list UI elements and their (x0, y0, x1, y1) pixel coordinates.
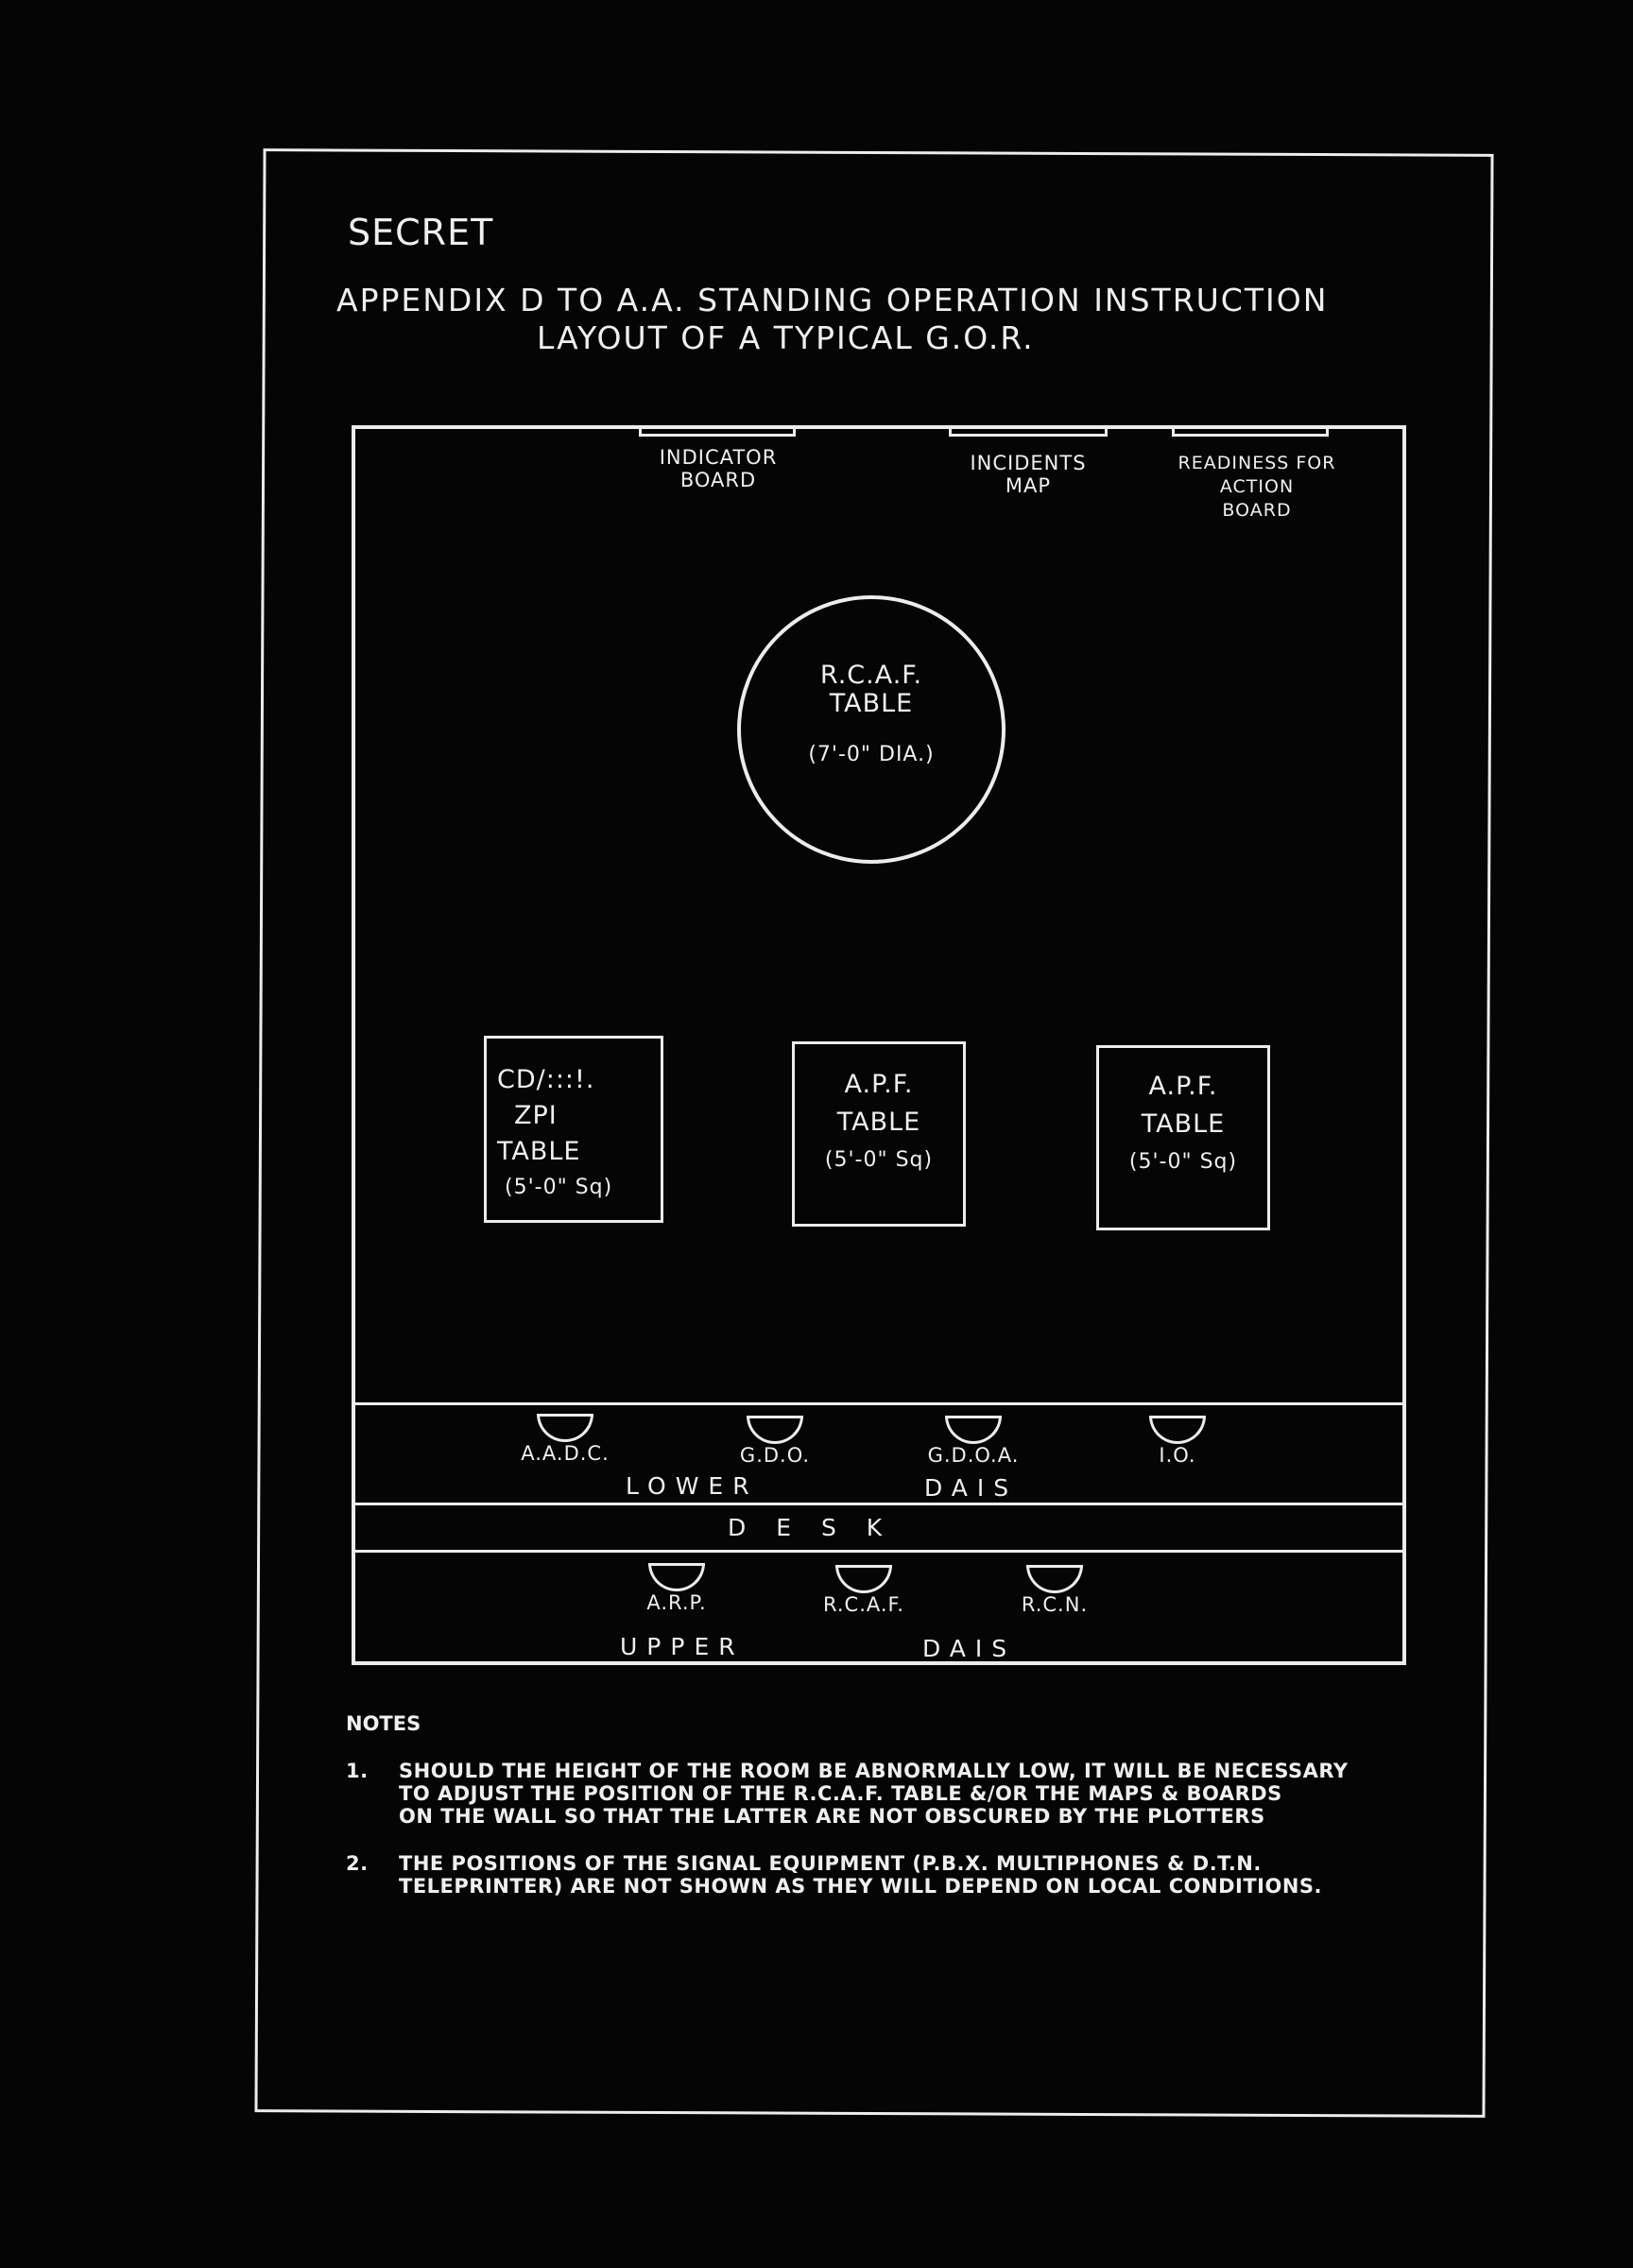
document-title: APPENDIX D TO A.A. STANDING OPERATION INSTRUCTION (336, 282, 1329, 318)
seat-gdo-label: G.D.O. (739, 1444, 811, 1467)
note-1-line-3: ON THE WALL SO THAT THE LATTER ARE NOT OBSCURED BY THE PLOTTERS (399, 1805, 1265, 1828)
seat-gdoa-label: G.D.O.A. (927, 1444, 1020, 1467)
lower-dais-label-left: LOWER (626, 1472, 759, 1500)
lower-dais-bottom-edge (353, 1503, 1406, 1505)
classification-label: SECRET (348, 212, 494, 253)
seat-rcn-label: R.C.N. (1021, 1593, 1089, 1616)
notes-heading: NOTES (346, 1712, 421, 1735)
seat-aadc-label: A.A.D.C. (521, 1442, 610, 1465)
apf-table-right-label: A.P.F. TABLE (5'-0" Sq) (1128, 1072, 1238, 1174)
cd-zpi-table-label: CD/:::!. ZPI TABLE (5'-0" Sq) (497, 1065, 613, 1199)
rcaf-table-label: R.C.A.F. TABLE (819, 661, 923, 718)
lower-dais-label-right: DAIS (924, 1474, 1019, 1502)
apf-table-center-label: A.P.F. TABLE (5'-0" Sq) (824, 1070, 934, 1172)
readiness-board-label: READINESS FOR ACTION BOARD (1177, 453, 1336, 521)
note-2-line-1: THE POSITIONS OF THE SIGNAL EQUIPMENT (P.B.X. MULTIPHONES & D.T.N. (399, 1852, 1262, 1875)
upper-dais-label-right: DAIS (922, 1635, 1017, 1662)
seat-rcaf-label: R.C.A.F. (823, 1593, 904, 1616)
desk-bottom-edge (353, 1550, 1406, 1553)
rcaf-round-table (737, 595, 1006, 864)
upper-dais-label-left: UPPER (620, 1633, 745, 1660)
note-1-line-2: TO ADJUST THE POSITION OF THE R.C.A.F. TABLE &/OR THE MAPS & BOARDS (399, 1782, 1282, 1805)
note-2-number: 2. (346, 1852, 369, 1875)
note-1-line-1: SHOULD THE HEIGHT OF THE ROOM BE ABNORMALLY LOW, IT WILL BE NECESSARY (399, 1760, 1349, 1782)
document-subtitle: LAYOUT OF A TYPICAL G.O.R. (537, 319, 1035, 356)
readiness-for-action-board (1172, 425, 1329, 437)
seat-io-label: I.O. (1159, 1444, 1196, 1467)
indicator-board (639, 425, 796, 437)
incidents-map-label: INCIDENTS MAP (970, 452, 1087, 497)
rcaf-table-size: (7'-0" DIA.) (808, 743, 935, 766)
seat-arp-label: A.R.P. (646, 1591, 707, 1614)
desk-label: D E S K (728, 1514, 894, 1541)
note-2 (346, 1852, 1322, 1898)
incidents-map (949, 425, 1108, 437)
lower-dais-top-edge (353, 1402, 1406, 1405)
note-2-line-2: TELEPRINTER) ARE NOT SHOWN AS THEY WILL DEPEND ON LOCAL CONDITIONS. (399, 1875, 1323, 1898)
note-1-number: 1. (346, 1760, 369, 1782)
indicator-board-label: INDICATOR BOARD (659, 446, 778, 491)
note-1 (346, 1760, 1349, 1828)
